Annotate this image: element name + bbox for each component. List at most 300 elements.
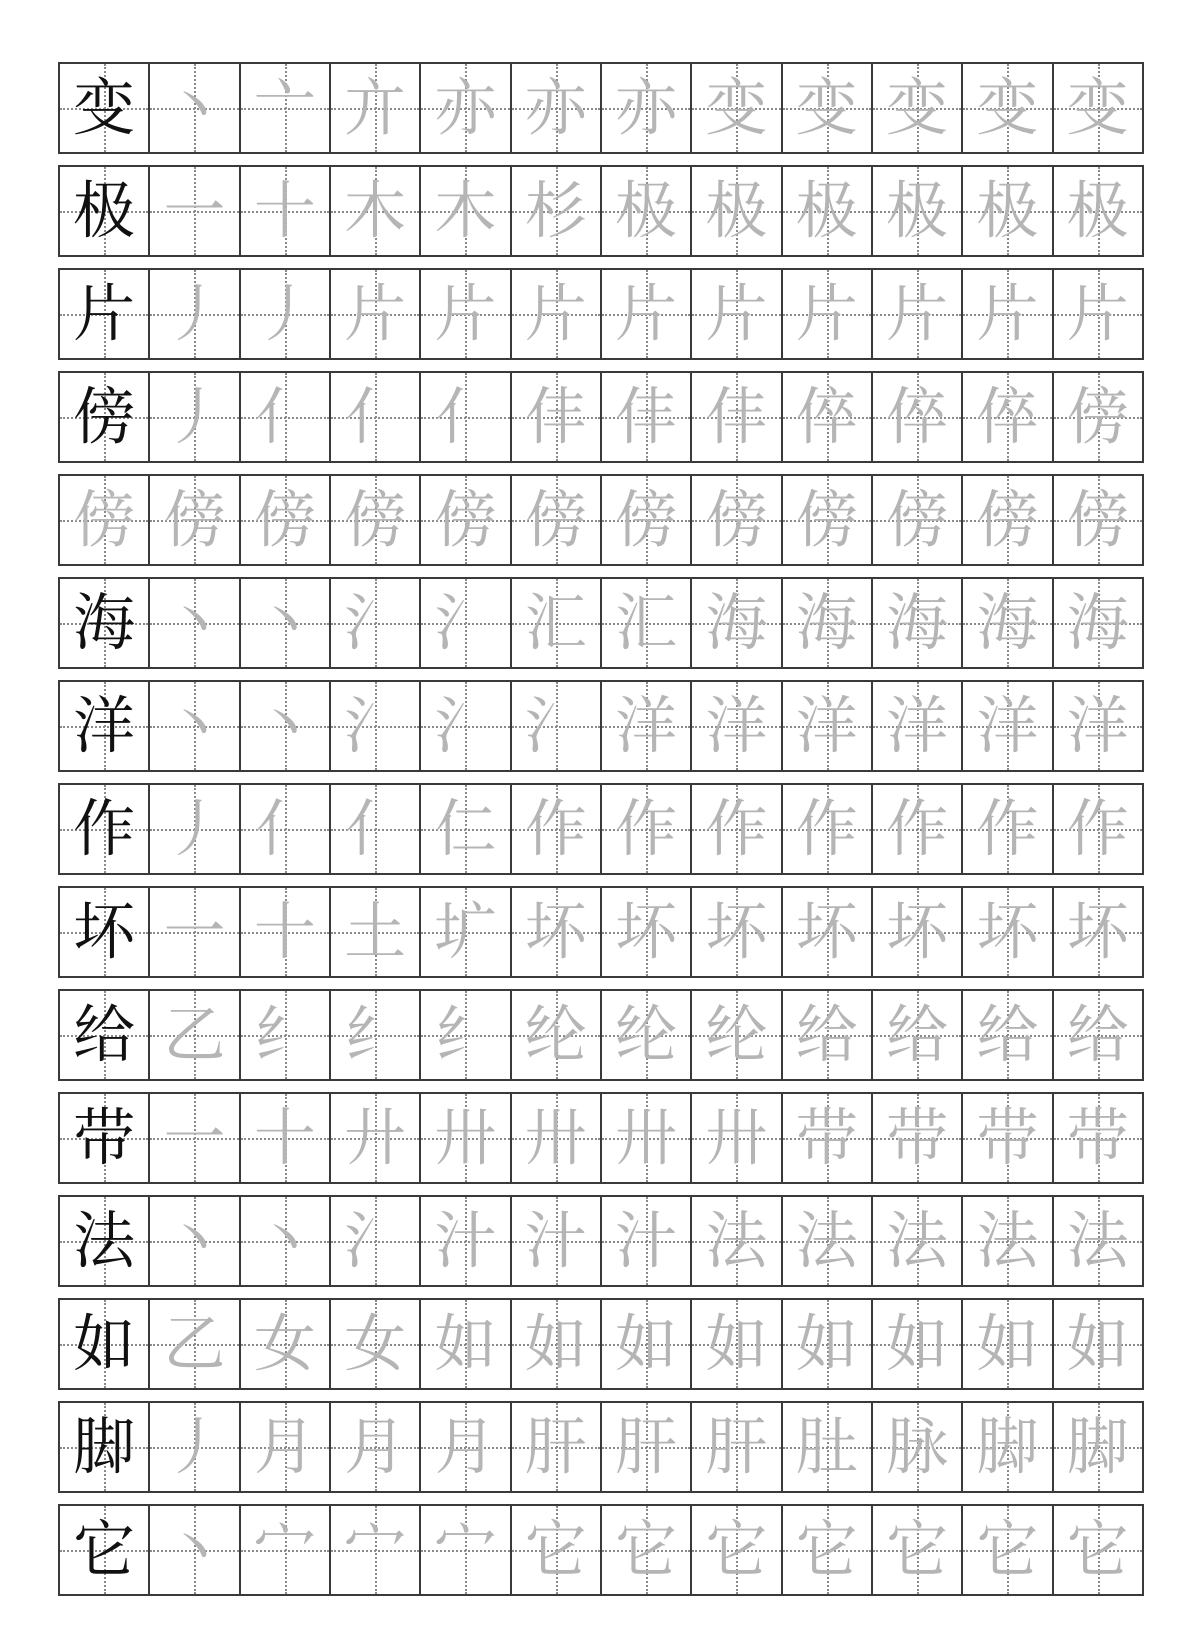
stroke-order-cell[interactable] xyxy=(1052,1506,1142,1594)
stroke-order-cell[interactable] xyxy=(329,991,419,1079)
stroke-order-glyph: 傍 xyxy=(1066,483,1129,556)
stroke-order-cell[interactable] xyxy=(690,682,780,770)
stroke-order-cell[interactable] xyxy=(419,64,509,152)
stroke-order-cell[interactable] xyxy=(781,1300,871,1388)
stroke-order-cell[interactable] xyxy=(600,373,690,461)
stroke-order-cell[interactable] xyxy=(961,167,1051,255)
stroke-order-cell[interactable] xyxy=(329,1094,419,1182)
stroke-order-glyph: 丿 xyxy=(163,1410,226,1483)
stroke-order-cell[interactable] xyxy=(419,579,509,667)
stroke-order-cell[interactable] xyxy=(871,270,961,358)
stroke-order-glyph: 变 xyxy=(976,71,1039,144)
model-character: 傍 xyxy=(73,483,136,556)
stroke-order-glyph: 坏 xyxy=(524,895,587,968)
stroke-order-glyph: 亦 xyxy=(615,71,678,144)
stroke-order-cell[interactable] xyxy=(600,1094,690,1182)
stroke-order-cell[interactable] xyxy=(510,476,600,564)
stroke-order-cell[interactable] xyxy=(239,785,329,873)
stroke-order-glyph: 杉 xyxy=(524,174,587,247)
stroke-order-glyph: 如 xyxy=(1066,1307,1129,1380)
stroke-order-cell[interactable] xyxy=(961,1197,1051,1285)
stroke-order-cell[interactable] xyxy=(419,1197,509,1285)
stroke-order-cell[interactable] xyxy=(239,167,329,255)
stroke-order-cell[interactable] xyxy=(1052,270,1142,358)
stroke-order-glyph: 丶 xyxy=(163,1513,226,1586)
model-character: 片 xyxy=(73,277,136,350)
stroke-order-cell[interactable] xyxy=(510,888,600,976)
stroke-order-glyph: 它 xyxy=(976,1513,1039,1586)
stroke-order-glyph: 如 xyxy=(705,1307,768,1380)
stroke-order-glyph: 如 xyxy=(615,1307,678,1380)
stroke-order-cell[interactable] xyxy=(690,270,780,358)
stroke-order-glyph: 洋 xyxy=(886,689,949,762)
stroke-order-cell[interactable] xyxy=(961,579,1051,667)
stroke-order-cell[interactable] xyxy=(329,270,419,358)
stroke-order-cell[interactable] xyxy=(419,1094,509,1182)
stroke-order-glyph: 丶 xyxy=(253,586,316,659)
stroke-order-cell[interactable] xyxy=(239,888,329,976)
stroke-order-glyph: 坏 xyxy=(1066,895,1129,968)
stroke-order-cell[interactable] xyxy=(148,888,238,976)
stroke-order-cell[interactable] xyxy=(871,579,961,667)
stroke-order-glyph: 一 xyxy=(163,895,226,968)
stroke-order-glyph: 木 xyxy=(434,174,497,247)
stroke-order-cell[interactable] xyxy=(239,1300,329,1388)
stroke-order-cell[interactable] xyxy=(148,1506,238,1594)
stroke-order-cell[interactable] xyxy=(871,1506,961,1594)
stroke-order-glyph: 它 xyxy=(524,1513,587,1586)
stroke-order-glyph: 片 xyxy=(434,277,497,350)
stroke-order-glyph: 如 xyxy=(524,1307,587,1380)
model-character: 带 xyxy=(73,1101,136,1174)
stroke-order-cell[interactable] xyxy=(329,64,419,152)
stroke-order-glyph: 卅 xyxy=(705,1101,768,1174)
stroke-order-cell[interactable] xyxy=(148,1300,238,1388)
stroke-order-cell[interactable] xyxy=(961,991,1051,1079)
stroke-order-cell[interactable] xyxy=(510,1094,600,1182)
stroke-order-cell[interactable] xyxy=(781,64,871,152)
stroke-order-glyph: 氵 xyxy=(434,586,497,659)
stroke-order-cell[interactable] xyxy=(1052,682,1142,770)
stroke-order-glyph: 仹 xyxy=(615,380,678,453)
stroke-order-cell[interactable] xyxy=(1052,1403,1142,1491)
stroke-order-cell[interactable] xyxy=(329,1300,419,1388)
stroke-order-glyph: 作 xyxy=(795,792,858,865)
stroke-order-glyph: 丶 xyxy=(253,1204,316,1277)
stroke-order-cell[interactable] xyxy=(871,476,961,564)
stroke-order-glyph: 卅 xyxy=(434,1101,497,1174)
stroke-order-cell[interactable] xyxy=(781,1094,871,1182)
stroke-order-glyph: 汁 xyxy=(524,1204,587,1277)
stroke-order-glyph: 片 xyxy=(344,277,407,350)
stroke-order-cell[interactable] xyxy=(419,888,509,976)
stroke-order-glyph: 傍 xyxy=(795,483,858,556)
stroke-order-cell[interactable] xyxy=(961,64,1051,152)
model-character: 坏 xyxy=(73,895,136,968)
practice-row xyxy=(58,680,1144,772)
stroke-order-cell[interactable] xyxy=(781,1403,871,1491)
stroke-order-cell[interactable] xyxy=(329,167,419,255)
stroke-order-cell[interactable] xyxy=(329,785,419,873)
stroke-order-cell[interactable] xyxy=(419,785,509,873)
stroke-order-glyph: 洋 xyxy=(1066,689,1129,762)
stroke-order-cell[interactable] xyxy=(239,1506,329,1594)
practice-worksheet xyxy=(58,62,1144,1607)
stroke-order-cell[interactable] xyxy=(781,785,871,873)
stroke-order-cell[interactable] xyxy=(871,682,961,770)
stroke-order-cell[interactable] xyxy=(239,1094,329,1182)
stroke-order-cell[interactable] xyxy=(781,1197,871,1285)
stroke-order-glyph: 纟 xyxy=(434,998,497,1071)
stroke-order-cell[interactable] xyxy=(600,167,690,255)
stroke-order-glyph: 亻 xyxy=(434,380,497,453)
stroke-order-cell[interactable] xyxy=(148,785,238,873)
stroke-order-glyph: 脚 xyxy=(1066,1410,1129,1483)
stroke-order-glyph: 十 xyxy=(253,1101,316,1174)
stroke-order-cell[interactable] xyxy=(961,785,1051,873)
stroke-order-glyph: 带 xyxy=(795,1101,858,1174)
stroke-order-cell[interactable] xyxy=(961,1300,1051,1388)
stroke-order-cell[interactable] xyxy=(239,682,329,770)
model-character: 极 xyxy=(73,174,136,247)
stroke-order-cell[interactable] xyxy=(781,579,871,667)
practice-row xyxy=(58,886,1144,978)
stroke-order-glyph: 傍 xyxy=(434,483,497,556)
stroke-order-cell[interactable] xyxy=(871,888,961,976)
stroke-order-glyph: 脉 xyxy=(886,1410,949,1483)
stroke-order-glyph: 土 xyxy=(344,895,407,968)
stroke-order-cell[interactable] xyxy=(1052,785,1142,873)
stroke-order-cell[interactable] xyxy=(148,1403,238,1491)
stroke-order-glyph: 乙 xyxy=(163,1307,226,1380)
stroke-order-cell[interactable] xyxy=(871,373,961,461)
stroke-order-cell[interactable] xyxy=(871,167,961,255)
stroke-order-glyph: 圹 xyxy=(434,895,497,968)
stroke-order-glyph: 坏 xyxy=(705,895,768,968)
stroke-order-cell[interactable] xyxy=(419,167,509,255)
stroke-order-cell[interactable] xyxy=(1052,1197,1142,1285)
stroke-order-cell[interactable] xyxy=(510,270,600,358)
stroke-order-cell[interactable] xyxy=(781,991,871,1079)
stroke-order-glyph: 亦 xyxy=(524,71,587,144)
model-character-cell xyxy=(60,270,148,358)
model-character-cell xyxy=(60,785,148,873)
stroke-order-cell[interactable] xyxy=(961,1506,1051,1594)
stroke-order-cell[interactable] xyxy=(690,1506,780,1594)
stroke-order-cell[interactable] xyxy=(239,373,329,461)
stroke-order-cell[interactable] xyxy=(239,476,329,564)
practice-row xyxy=(58,1092,1144,1184)
model-character-cell xyxy=(60,1197,148,1285)
stroke-order-cell[interactable] xyxy=(961,1403,1051,1491)
stroke-order-cell[interactable] xyxy=(961,682,1051,770)
stroke-order-glyph: 十 xyxy=(253,895,316,968)
stroke-order-glyph: 女 xyxy=(344,1307,407,1380)
stroke-order-glyph: 仁 xyxy=(434,792,497,865)
stroke-order-cell[interactable] xyxy=(871,1403,961,1491)
stroke-order-cell[interactable] xyxy=(600,1197,690,1285)
stroke-order-cell[interactable] xyxy=(1052,167,1142,255)
stroke-order-glyph: 纶 xyxy=(524,998,587,1071)
stroke-order-cell[interactable] xyxy=(1052,1300,1142,1388)
stroke-order-glyph: 倅 xyxy=(795,380,858,453)
stroke-order-glyph: 月 xyxy=(434,1410,497,1483)
stroke-order-glyph: 变 xyxy=(795,71,858,144)
stroke-order-glyph: 海 xyxy=(886,586,949,659)
stroke-order-cell[interactable] xyxy=(510,1197,600,1285)
stroke-order-cell[interactable] xyxy=(600,270,690,358)
stroke-order-glyph: 氵 xyxy=(524,689,587,762)
stroke-order-glyph: 月 xyxy=(344,1410,407,1483)
stroke-order-cell[interactable] xyxy=(148,1094,238,1182)
stroke-order-cell[interactable] xyxy=(148,682,238,770)
stroke-order-cell[interactable] xyxy=(239,270,329,358)
stroke-order-cell[interactable] xyxy=(600,888,690,976)
stroke-order-glyph: 纶 xyxy=(615,998,678,1071)
stroke-order-glyph: 丶 xyxy=(163,689,226,762)
stroke-order-cell[interactable] xyxy=(239,1403,329,1491)
stroke-order-cell[interactable] xyxy=(1052,579,1142,667)
stroke-order-cell[interactable] xyxy=(510,785,600,873)
stroke-order-glyph: 傍 xyxy=(705,483,768,556)
practice-row xyxy=(58,577,1144,669)
stroke-order-cell[interactable] xyxy=(419,682,509,770)
stroke-order-cell[interactable] xyxy=(1052,991,1142,1079)
stroke-order-glyph: 丿 xyxy=(163,792,226,865)
model-character: 脚 xyxy=(73,1410,136,1483)
stroke-order-cell[interactable] xyxy=(600,991,690,1079)
stroke-order-cell[interactable] xyxy=(510,991,600,1079)
stroke-order-glyph: 洋 xyxy=(795,689,858,762)
stroke-order-glyph: 片 xyxy=(524,277,587,350)
model-character-cell xyxy=(60,579,148,667)
stroke-order-glyph: 傍 xyxy=(886,483,949,556)
stroke-order-cell[interactable] xyxy=(1052,476,1142,564)
stroke-order-cell[interactable] xyxy=(329,373,419,461)
stroke-order-cell[interactable] xyxy=(148,167,238,255)
stroke-order-cell[interactable] xyxy=(600,785,690,873)
stroke-order-cell[interactable] xyxy=(781,1506,871,1594)
stroke-order-glyph: 一 xyxy=(163,174,226,247)
stroke-order-cell[interactable] xyxy=(148,579,238,667)
stroke-order-glyph: 极 xyxy=(976,174,1039,247)
model-character-cell xyxy=(60,888,148,976)
stroke-order-glyph: 亦 xyxy=(434,71,497,144)
practice-row xyxy=(58,474,1144,566)
stroke-order-glyph: 月 xyxy=(253,1410,316,1483)
stroke-order-glyph: 亠 xyxy=(253,71,316,144)
stroke-order-cell[interactable] xyxy=(148,373,238,461)
stroke-order-cell[interactable] xyxy=(690,1094,780,1182)
stroke-order-cell[interactable] xyxy=(781,476,871,564)
stroke-order-cell[interactable] xyxy=(961,1094,1051,1182)
stroke-order-glyph: 丶 xyxy=(163,1204,226,1277)
model-character: 给 xyxy=(73,998,136,1071)
stroke-order-cell[interactable] xyxy=(961,270,1051,358)
stroke-order-glyph: 给 xyxy=(976,998,1039,1071)
stroke-order-cell[interactable] xyxy=(148,476,238,564)
stroke-order-cell[interactable] xyxy=(510,373,600,461)
stroke-order-glyph: 汁 xyxy=(434,1204,497,1277)
model-character-cell xyxy=(60,1094,148,1182)
stroke-order-cell[interactable] xyxy=(239,579,329,667)
stroke-order-glyph: 丶 xyxy=(163,71,226,144)
stroke-order-cell[interactable] xyxy=(871,991,961,1079)
stroke-order-cell[interactable] xyxy=(600,1403,690,1491)
stroke-order-cell[interactable] xyxy=(239,1197,329,1285)
stroke-order-glyph: 丿 xyxy=(163,277,226,350)
stroke-order-cell[interactable] xyxy=(781,682,871,770)
stroke-order-cell[interactable] xyxy=(510,579,600,667)
stroke-order-cell[interactable] xyxy=(690,785,780,873)
stroke-order-glyph: 纟 xyxy=(253,998,316,1071)
stroke-order-cell[interactable] xyxy=(690,1300,780,1388)
stroke-order-cell[interactable] xyxy=(961,373,1051,461)
stroke-order-cell[interactable] xyxy=(871,1300,961,1388)
stroke-order-glyph: 它 xyxy=(615,1513,678,1586)
stroke-order-glyph: 亻 xyxy=(344,792,407,865)
stroke-order-glyph: 廾 xyxy=(344,1101,407,1174)
stroke-order-cell[interactable] xyxy=(600,64,690,152)
stroke-order-cell[interactable] xyxy=(510,1403,600,1491)
stroke-order-cell[interactable] xyxy=(781,888,871,976)
stroke-order-cell[interactable] xyxy=(690,64,780,152)
stroke-order-cell[interactable] xyxy=(781,373,871,461)
model-character-cell xyxy=(60,167,148,255)
stroke-order-cell[interactable] xyxy=(329,888,419,976)
stroke-order-cell[interactable] xyxy=(510,682,600,770)
stroke-order-cell[interactable] xyxy=(510,1506,600,1594)
stroke-order-glyph: 作 xyxy=(976,792,1039,865)
stroke-order-cell[interactable] xyxy=(148,991,238,1079)
stroke-order-glyph: 坏 xyxy=(615,895,678,968)
stroke-order-cell[interactable] xyxy=(781,167,871,255)
stroke-order-cell[interactable] xyxy=(419,373,509,461)
stroke-order-cell[interactable] xyxy=(871,64,961,152)
practice-row xyxy=(58,62,1144,154)
stroke-order-cell[interactable] xyxy=(690,888,780,976)
stroke-order-glyph: 变 xyxy=(1066,71,1129,144)
stroke-order-cell[interactable] xyxy=(690,373,780,461)
stroke-order-cell[interactable] xyxy=(329,1403,419,1491)
model-character: 它 xyxy=(73,1513,136,1586)
stroke-order-cell[interactable] xyxy=(419,476,509,564)
stroke-order-glyph: 它 xyxy=(1066,1513,1129,1586)
stroke-order-cell[interactable] xyxy=(1052,64,1142,152)
stroke-order-glyph: 丿 xyxy=(163,380,226,453)
stroke-order-glyph: 极 xyxy=(886,174,949,247)
stroke-order-glyph: 亻 xyxy=(253,380,316,453)
stroke-order-cell[interactable] xyxy=(690,1403,780,1491)
stroke-order-cell[interactable] xyxy=(961,888,1051,976)
stroke-order-glyph: 片 xyxy=(976,277,1039,350)
model-character: 洋 xyxy=(73,689,136,762)
stroke-order-cell[interactable] xyxy=(690,1197,780,1285)
stroke-order-glyph: 极 xyxy=(705,174,768,247)
stroke-order-cell[interactable] xyxy=(329,1506,419,1594)
stroke-order-glyph: 仹 xyxy=(705,380,768,453)
stroke-order-cell[interactable] xyxy=(1052,888,1142,976)
stroke-order-cell[interactable] xyxy=(690,167,780,255)
stroke-order-cell[interactable] xyxy=(329,1197,419,1285)
stroke-order-cell[interactable] xyxy=(871,1094,961,1182)
stroke-order-cell[interactable] xyxy=(419,1403,509,1491)
stroke-order-cell[interactable] xyxy=(600,579,690,667)
practice-row xyxy=(58,371,1144,463)
stroke-order-cell[interactable] xyxy=(148,64,238,152)
stroke-order-glyph: 海 xyxy=(795,586,858,659)
stroke-order-cell[interactable] xyxy=(871,785,961,873)
stroke-order-cell[interactable] xyxy=(600,1300,690,1388)
stroke-order-glyph: 脚 xyxy=(976,1410,1039,1483)
stroke-order-glyph: 汇 xyxy=(524,586,587,659)
stroke-order-glyph: 一 xyxy=(163,1101,226,1174)
stroke-order-cell[interactable] xyxy=(329,579,419,667)
stroke-order-glyph: 傍 xyxy=(253,483,316,556)
stroke-order-cell[interactable] xyxy=(510,1300,600,1388)
stroke-order-glyph: 极 xyxy=(795,174,858,247)
stroke-order-glyph: 海 xyxy=(1066,586,1129,659)
stroke-order-glyph: 片 xyxy=(795,277,858,350)
practice-row xyxy=(58,268,1144,360)
stroke-order-cell[interactable] xyxy=(419,991,509,1079)
stroke-order-cell[interactable] xyxy=(239,991,329,1079)
stroke-order-cell[interactable] xyxy=(690,476,780,564)
stroke-order-cell[interactable] xyxy=(600,1506,690,1594)
stroke-order-cell[interactable] xyxy=(239,64,329,152)
stroke-order-cell[interactable] xyxy=(419,1506,509,1594)
model-character: 海 xyxy=(73,586,136,659)
stroke-order-cell[interactable] xyxy=(600,476,690,564)
stroke-order-cell[interactable] xyxy=(419,1300,509,1388)
stroke-order-glyph: 亻 xyxy=(253,792,316,865)
stroke-order-cell[interactable] xyxy=(781,270,871,358)
stroke-order-cell[interactable] xyxy=(1052,1094,1142,1182)
stroke-order-cell[interactable] xyxy=(961,476,1051,564)
stroke-order-glyph: 法 xyxy=(886,1204,949,1277)
stroke-order-cell[interactable] xyxy=(690,991,780,1079)
stroke-order-cell[interactable] xyxy=(148,1197,238,1285)
stroke-order-glyph: 极 xyxy=(1066,174,1129,247)
stroke-order-glyph: 氵 xyxy=(344,689,407,762)
stroke-order-glyph: 仹 xyxy=(524,380,587,453)
stroke-order-glyph: 变 xyxy=(705,71,768,144)
stroke-order-glyph: 它 xyxy=(795,1513,858,1586)
stroke-order-glyph: 如 xyxy=(795,1307,858,1380)
stroke-order-glyph: 傍 xyxy=(976,483,1039,556)
stroke-order-glyph: 如 xyxy=(886,1307,949,1380)
stroke-order-cell[interactable] xyxy=(329,682,419,770)
stroke-order-cell[interactable] xyxy=(510,167,600,255)
model-character-cell xyxy=(60,476,148,564)
stroke-order-glyph: 肝 xyxy=(524,1410,587,1483)
stroke-order-cell[interactable] xyxy=(148,270,238,358)
stroke-order-cell[interactable] xyxy=(510,64,600,152)
stroke-order-cell[interactable] xyxy=(871,1197,961,1285)
stroke-order-cell[interactable] xyxy=(419,270,509,358)
stroke-order-glyph: 它 xyxy=(886,1513,949,1586)
stroke-order-cell[interactable] xyxy=(1052,373,1142,461)
stroke-order-glyph: 乙 xyxy=(163,998,226,1071)
model-character-cell xyxy=(60,991,148,1079)
stroke-order-cell[interactable] xyxy=(600,682,690,770)
stroke-order-glyph: 法 xyxy=(976,1204,1039,1277)
stroke-order-cell[interactable] xyxy=(329,476,419,564)
stroke-order-cell[interactable] xyxy=(690,579,780,667)
stroke-order-glyph: 带 xyxy=(976,1101,1039,1174)
model-character-cell xyxy=(60,1403,148,1491)
stroke-order-glyph: 木 xyxy=(344,174,407,247)
